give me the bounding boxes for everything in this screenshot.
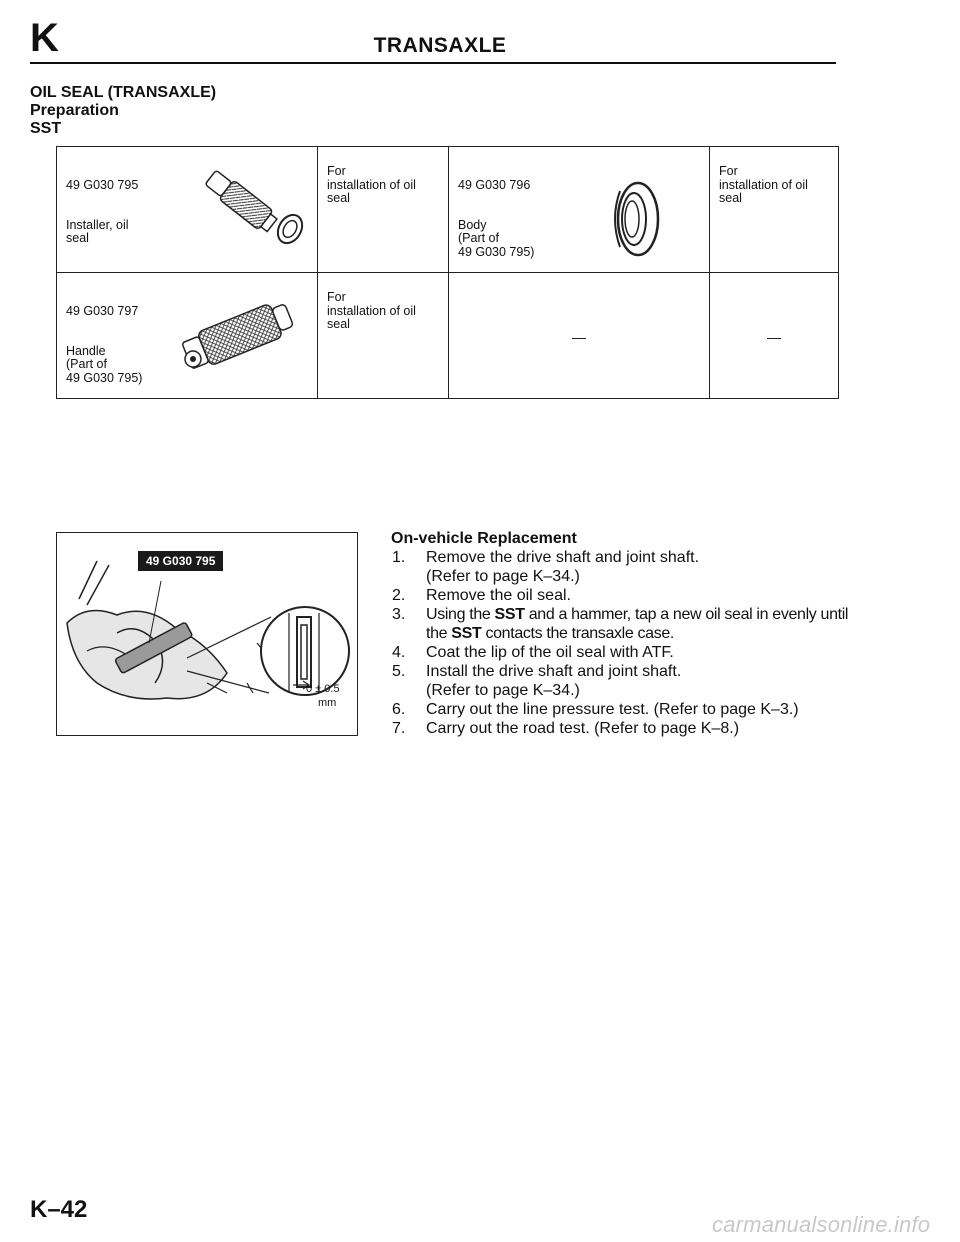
tool-number: 49 G030 796 [458, 177, 531, 192]
preparation-heading: Preparation [30, 102, 119, 119]
figure-dimension: 0 ± 0.5 [306, 683, 340, 695]
procedure [391, 529, 851, 738]
sst-table [56, 146, 839, 399]
step-text: and a hammer, tap a new oil seal in evenly until the [426, 606, 849, 642]
empty-dash: — [767, 329, 781, 345]
sst-emphasis: SST [494, 606, 525, 623]
watermark: carmanualsonline.info [712, 1212, 931, 1237]
step-reference: (Refer to page K–34.) [426, 682, 580, 699]
step-text: Carry out the road test. (Refer to page K–8.) [426, 720, 740, 737]
procedure-title: On-vehicle Replacement [391, 530, 577, 547]
step-number: 2. [392, 587, 406, 604]
procedure-step [391, 662, 851, 700]
step-number: 6. [392, 701, 406, 718]
step-text: Using the [426, 606, 495, 623]
header-rule [30, 62, 836, 64]
step-number: 3. [392, 606, 406, 623]
page-title: TRANSAXLE [373, 34, 507, 57]
procedure-step [391, 700, 851, 719]
step-reference: (Refer to page K–34.) [426, 568, 580, 585]
installer-tool-icon [192, 167, 312, 247]
step-number: 7. [392, 720, 406, 737]
tool-cell [449, 147, 710, 273]
step-text: Carry out the line pressure test. (Refer to page K–3.) [426, 701, 799, 718]
empty-cell [710, 273, 839, 399]
procedure-step [391, 643, 851, 662]
procedure-step [391, 548, 851, 586]
step-text: Install the drive shaft and joint shaft. [426, 663, 682, 680]
step-text: Remove the drive shaft and joint shaft. [426, 549, 700, 566]
seal-body-ring-icon [604, 169, 674, 269]
tool-cell [57, 147, 318, 273]
section-heading: OIL SEAL (TRANSAXLE) [30, 84, 217, 101]
procedure-step [391, 719, 851, 738]
tool-use: For installation of oil seal [327, 290, 416, 331]
step-text: Coat the lip of the oil seal with ATF. [426, 644, 674, 661]
empty-cell [449, 273, 710, 399]
tool-use: For installation of oil seal [327, 164, 416, 205]
tool-description: Installer, oil seal [66, 217, 129, 245]
step-number: 5. [392, 663, 406, 680]
procedure-step [391, 605, 851, 643]
tool-cell [57, 273, 318, 399]
step-text: Remove the oil seal. [426, 587, 571, 604]
sst-emphasis: SST [451, 625, 482, 642]
section-letter: K [30, 16, 59, 60]
handle-tool-icon [169, 285, 309, 385]
empty-dash: — [572, 329, 586, 345]
sst-heading: SST [30, 120, 62, 137]
page-number: K–42 [30, 1196, 88, 1223]
figure-dimension-unit: mm [318, 697, 337, 709]
procedure-step [391, 586, 851, 605]
use-cell [710, 147, 839, 273]
tool-description: Handle (Part of 49 G030 795) [66, 343, 143, 385]
table-row [57, 273, 839, 399]
figure-tool-label: 49 G030 795 [138, 551, 223, 571]
step-number: 4. [392, 644, 406, 661]
tool-use: For installation of oil seal [719, 164, 808, 205]
use-cell [318, 147, 449, 273]
tool-number: 49 G030 795 [66, 177, 139, 192]
table-row [57, 147, 839, 273]
step-text: contacts the transaxle case. [481, 625, 674, 642]
tool-number: 49 G030 797 [66, 303, 139, 318]
step-number: 1. [392, 549, 406, 566]
tool-description: Body (Part of 49 G030 795) [458, 217, 535, 259]
use-cell [318, 273, 449, 399]
